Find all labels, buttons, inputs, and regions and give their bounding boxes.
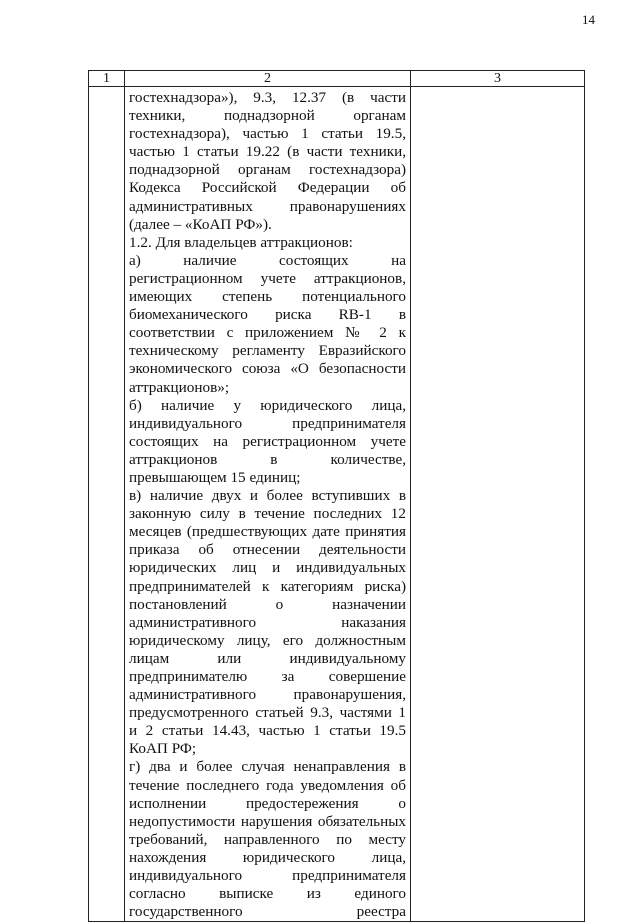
column-3-cell: [411, 87, 585, 922]
paragraph-item-v: в) наличие двух и более вступивших в законную силу в течение последних 12 месяцев (предшествующих дате принятия приказа об отнесении деятельности юридических лиц и индивидуальных предпринимателей к категориям риска) постановлений о назначении административного наказания юридическому лицу, его должностным лицам или индивидуальному предпринимателю за совершение административного правонарушения, предусмотренного статьей 9.3, частями 1 и 2 статьи 14.43, частью 1 статьи 19.5 КоАП РФ;: [129, 487, 406, 758]
table-header-row: [89, 71, 585, 87]
column-header-3: 3: [411, 71, 585, 87]
paragraph-section-1-2: 1.2. Для владельцев аттракционов:: [129, 233, 353, 251]
column-1-cell: [89, 87, 125, 922]
paragraph-item-g: г) два и более случая ненаправления в течение последнего года уведомления об исполнении предостережения о недопустимости нарушения обязательных требований, направленного по месту нахождения юридического лица, индивидуального предпринимателя согласно выписке из единого государственного реестра: [129, 758, 406, 921]
column-header-2: 2: [125, 71, 411, 87]
column-header-1: 1: [89, 71, 125, 87]
paragraph-continuation: гостехнадзора»), 9.3, 12.37 (в части техники, поднадзорной органам гостехнадзора), частью 1 статьи 19.5, частью 1 статьи 19.22 (в части техники, поднадзорной органам гостехнадзора) Кодекса Российской Федерации об административных правонарушениях (далее – «КоАП РФ»).: [129, 89, 406, 233]
document-table: [88, 70, 585, 922]
column-2-cell: [125, 87, 411, 922]
table-row: [89, 87, 585, 922]
paragraph-item-b: б) наличие у юридического лица, индивидуального предпринимателя состоящих на регистрационном учете аттракционов в количестве, превышающем 15 единиц;: [129, 396, 406, 486]
page-number: 14: [582, 12, 595, 27]
paragraph-item-a: а) наличие состоящих на регистрационном учете аттракционов, имеющих степень потенциального биомеханического риска RB-1 в соответствии с приложением № 2 к техническому регламенту Евразийского экономического союза «О безопасности аттракционов»;: [129, 251, 406, 396]
